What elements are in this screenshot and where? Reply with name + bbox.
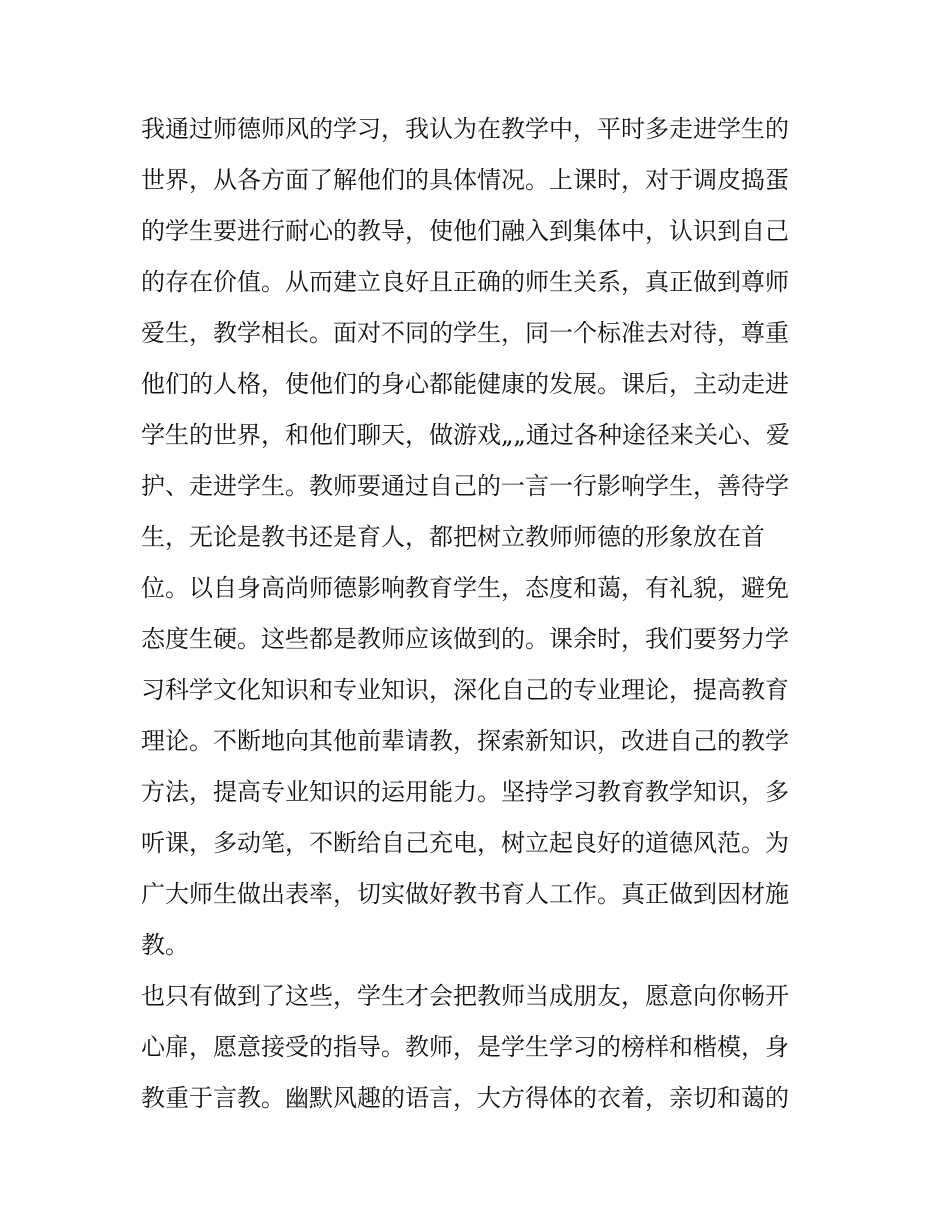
text-line-19: 心扉，愿意接受的指导。教师，是学生学习的榜样和楷模，身: [141, 1033, 789, 1061]
text-line-14: 方法，提高专业知识的运用能力。坚持学习教育教学知识，多: [141, 778, 789, 806]
text-line-20: 教重于言教。幽默风趣的语言，大方得体的衣着，亲切和蔼的: [141, 1084, 789, 1112]
text-line-13: 理论。不断地向其他前辈请教，探索新知识，改进自己的教学: [141, 727, 789, 755]
text-line-3: 的学生要进行耐心的教导，使他们融入到集体中，认识到自己: [141, 217, 789, 245]
text-line-15: 听课，多动笔，不断给自己充电，树立起良好的道德风范。为: [141, 829, 789, 857]
text-line-5: 爱生，教学相长。面对不同的学生，同一个标准去对待，尊重: [141, 319, 789, 347]
text-line-11: 态度生硬。这些都是教师应该做到的。课余时，我们要努力学: [141, 625, 789, 653]
text-line-6: 他们的人格，使他们的身心都能健康的发展。课后，主动走进: [141, 370, 789, 398]
text-line-18: 也只有做到了这些，学生才会把教师当成朋友，愿意向你畅开: [141, 982, 789, 1010]
text-line-10: 位。以自身高尚师德影响教育学生，态度和蔼，有礼貌，避免: [141, 574, 789, 602]
text-line-7: 学生的世界，和他们聊天，做游戏„„通过各种途径来关心、爱: [141, 421, 790, 449]
text-line-12: 习科学文化知识和专业知识，深化自己的专业理论，提高教育: [141, 676, 789, 704]
text-line-2: 世界，从各方面了解他们的具体情况。上课时，对于调皮捣蛋: [141, 166, 789, 194]
text-line-17: 教。: [141, 931, 189, 959]
text-line-1: 我通过师德师风的学习，我认为在教学中，平时多走进学生的: [141, 115, 789, 143]
body-text: [141, 104, 821, 1124]
text-line-4: 的存在价值。从而建立良好且正确的师生关系，真正做到尊师: [141, 268, 789, 296]
text-line-9: 生，无论是教书还是育人，都把树立教师师德的形象放在首: [141, 523, 765, 551]
text-line-8: 护、走进学生。教师要通过自己的一言一行影响学生，善待学: [141, 472, 789, 500]
text-line-16: 广大师生做出表率，切实做好教书育人工作。真正做到因材施: [141, 880, 789, 908]
